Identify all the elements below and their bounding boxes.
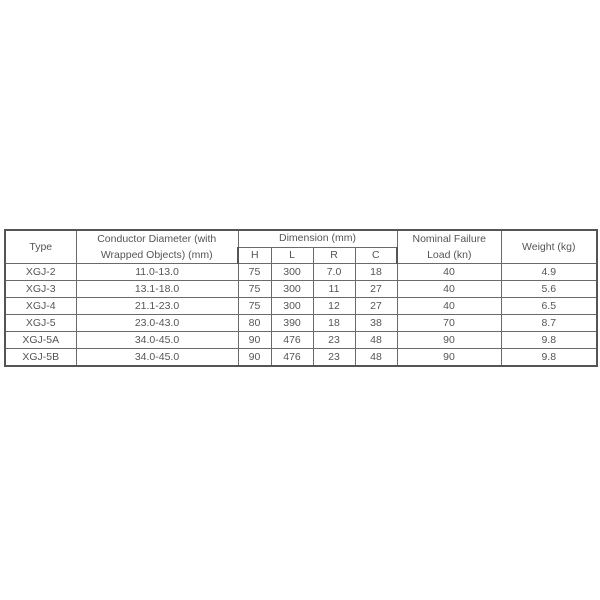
dimension-c-header: C <box>355 247 397 264</box>
table-row <box>5 298 597 315</box>
c-cell: 48 <box>355 332 397 349</box>
diameter-cell: 34.0-45.0 <box>76 332 238 349</box>
diameter-cell: 13.1-18.0 <box>76 281 238 298</box>
r-cell: 23 <box>313 332 355 349</box>
h-cell: 75 <box>238 281 271 298</box>
table-row <box>5 332 597 349</box>
r-cell: 11 <box>313 281 355 298</box>
h-cell: 80 <box>238 315 271 332</box>
h-cell: 75 <box>238 298 271 315</box>
diameter-cell: 23.0-43.0 <box>76 315 238 332</box>
header-row <box>5 230 597 247</box>
load-cell: 40 <box>397 264 501 281</box>
r-cell: 23 <box>313 349 355 367</box>
type-cell: XGJ-2 <box>5 264 76 281</box>
type-cell: XGJ-5 <box>5 315 76 332</box>
table-row <box>5 264 597 281</box>
load-cell: 40 <box>397 281 501 298</box>
conductor-diameter-header: Conductor Diameter (with Wrapped Objects) (mm) <box>76 230 238 264</box>
weight-cell: 4.9 <box>501 264 597 281</box>
l-cell: 300 <box>271 298 313 315</box>
spec-table <box>4 229 598 367</box>
diameter-cell: 21.1-23.0 <box>76 298 238 315</box>
table-row <box>5 315 597 332</box>
load-cell: 90 <box>397 349 501 367</box>
l-cell: 300 <box>271 281 313 298</box>
dimension-l-header: L <box>271 247 313 264</box>
dimension-r-header: R <box>313 247 355 264</box>
l-cell: 390 <box>271 315 313 332</box>
load-cell: 40 <box>397 298 501 315</box>
table-row <box>5 349 597 367</box>
weight-cell: 5.6 <box>501 281 597 298</box>
load-cell: 70 <box>397 315 501 332</box>
weight-cell: 9.8 <box>501 349 597 367</box>
r-cell: 18 <box>313 315 355 332</box>
l-cell: 476 <box>271 332 313 349</box>
r-cell: 12 <box>313 298 355 315</box>
c-cell: 27 <box>355 298 397 315</box>
table-body <box>5 264 597 367</box>
load-cell: 90 <box>397 332 501 349</box>
diameter-cell: 11.0-13.0 <box>76 264 238 281</box>
c-cell: 18 <box>355 264 397 281</box>
weight-cell: 6.5 <box>501 298 597 315</box>
h-cell: 90 <box>238 332 271 349</box>
l-cell: 476 <box>271 349 313 367</box>
type-cell: XGJ-5A <box>5 332 76 349</box>
c-cell: 38 <box>355 315 397 332</box>
dimension-h-header: H <box>238 247 271 264</box>
type-cell: XGJ-5B <box>5 349 76 367</box>
dimension-header: Dimension (mm) <box>238 230 397 247</box>
c-cell: 27 <box>355 281 397 298</box>
weight-cell: 9.8 <box>501 332 597 349</box>
type-cell: XGJ-4 <box>5 298 76 315</box>
h-cell: 90 <box>238 349 271 367</box>
weight-header: Weight (kg) <box>501 230 597 264</box>
h-cell: 75 <box>238 264 271 281</box>
l-cell: 300 <box>271 264 313 281</box>
nominal-failure-load-header: Nominal Failure Load (kn) <box>397 230 501 264</box>
diameter-cell: 34.0-45.0 <box>76 349 238 367</box>
weight-cell: 8.7 <box>501 315 597 332</box>
r-cell: 7.0 <box>313 264 355 281</box>
table-row <box>5 281 597 298</box>
type-cell: XGJ-3 <box>5 281 76 298</box>
type-header: Type <box>5 230 76 264</box>
c-cell: 48 <box>355 349 397 367</box>
